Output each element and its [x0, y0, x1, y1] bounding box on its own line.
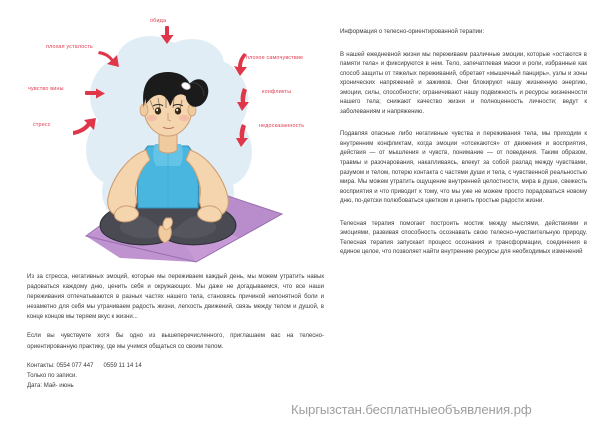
label-samochuvstvie: плохое самочувствие — [246, 55, 304, 61]
left-paragraph-2: Если вы чувствуете хотя бы одно из вышеперечисленного, приглашаем вас на телесно-ориентированную практику, где мы учимся общаться со своим телом. — [27, 333, 324, 350]
date-line: Дата: Май- июнь — [27, 382, 74, 389]
left-body-text — [27, 272, 324, 391]
label-vina: чувство вины — [28, 86, 64, 92]
booking-line: Только по записи. — [27, 372, 78, 379]
meditating-woman-illustration — [0, 0, 334, 268]
label-konflikty: конфликты — [262, 89, 292, 95]
left-paragraph-1: Из за стресса, негативных эмоций, которые мы переживаем каждый день, мы можем утратить навык радоваться каждому дню, ценить себя и окружающих. Мы даже не догадываемся, что все наши переживания отпечатываются в разных частях нашего тела, становясь причиной непонятной боли и незаметно для себя мы утрачиваем радость жизни, легкость движений, связь между телом и душой, в конце концов мы теряем вкус к жизни... — [27, 274, 324, 321]
right-heading: Информация о телесно-ориентированной терапии: — [340, 29, 485, 35]
site-watermark: Кыргызстан.бесплатныеобъявления.рф — [291, 402, 532, 417]
right-paragraph-1: В нашей ежедневной жизни мы переживаем различные эмоции, которые «остаются в памяти тела» и фиксируются в нем. Тело, запечатлевая маски и роли, избранные как способ защиты от тяжелых переживаний, обретает «мышечный панцирь», узлы и зоны хронических напряжений и зажимов. Они блокируют нашу жизненную энергию, эмоции, силы, способности; ограничивают нашу подвижность и ресурсы жизненности нашего тела; снижают качество жизни и полноценность личности; ведут к заболеваниям и напряжению. — [340, 51, 587, 115]
label-obida: обида — [150, 18, 167, 24]
contacts-line: Контакты: 0554 077 447 0559 11 14 14 — [27, 362, 142, 369]
label-ustalost: плохая усталость — [46, 44, 93, 50]
contacts-block — [27, 361, 324, 391]
right-paragraph-3: Телесная терапия помогает построить мостик между мыслями, действиями и эмоциями, развивая способность осознавать свою телесно-чувствительную природу. Телесная терапия запускает процесс осознания и трансформации, соединения в единое целое, что позволяет найти внутренние ресурсы для необходимых изменений — [340, 220, 587, 256]
right-paragraph-2: Подавляя опасные либо негативные чувства и переживания тела, мы приходим к внутренним конфликтам, когда эмоции «отсекаются» от движения и восприятия, действия — от мышления и чувств, понимание — от поведения. Таким образом, травмы и разочарования, накапливаясь, влекут за собой разлад между чувствами, разумом и телом, потерю контакта с частями души и тела, с чувственной реальностью мира. Мы можем утратить ощущение внутренней целостности, мира в душе, свежесть восприятия и что приводит к тому, что мы уже не можем просто порадоваться новому дню, по-детски полюбоваться цветком и ценить простые радости жизни. — [340, 131, 587, 205]
label-nedoskazannost: недосказанность — [259, 123, 305, 129]
illustration-area — [0, 0, 334, 268]
label-stress: стресс — [33, 122, 51, 128]
right-column — [340, 28, 587, 258]
